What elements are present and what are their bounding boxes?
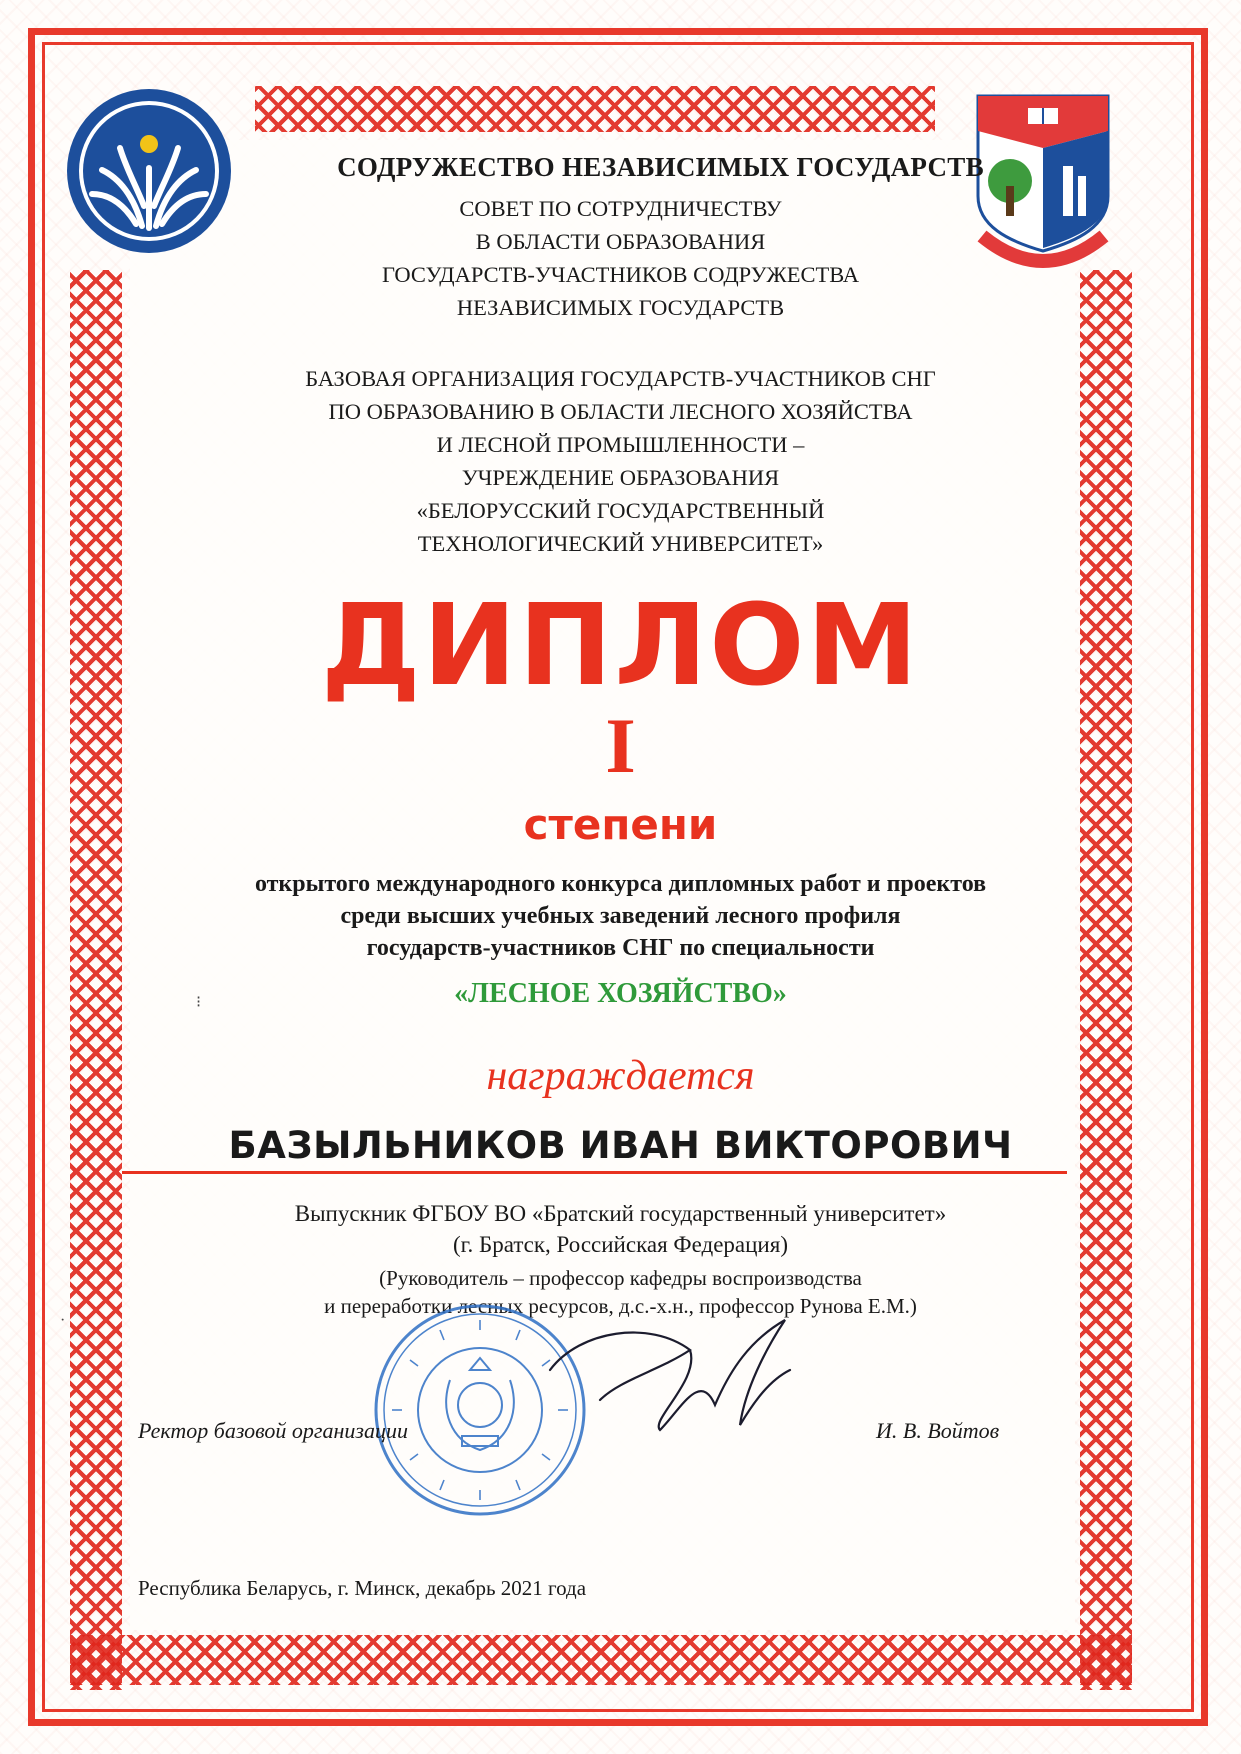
ink-speck: ⁝ — [196, 994, 202, 1011]
degree-word: степени — [523, 800, 718, 849]
diploma-degree: I — [605, 702, 636, 789]
base-org-line: ТЕХНОЛОГИЧЕСКИЙ УНИВЕРСИТЕТ» — [417, 531, 824, 556]
council-line: СОВЕТ ПО СОТРУДНИЧЕСТВУ — [459, 196, 782, 221]
contest-description — [0, 868, 1241, 964]
place-date: Республика Беларусь, г. Минск, декабрь 2021 года — [138, 1576, 587, 1600]
signature-role: Ректор базовой организации — [138, 1418, 408, 1443]
base-org-line: БАЗОВАЯ ОРГАНИЗАЦИЯ ГОСУДАРСТВ-УЧАСТНИКОВ СНГ — [305, 366, 936, 391]
base-org-line: И ЛЕСНОЙ ПРОМЫШЛЕННОСТИ – — [436, 432, 805, 457]
ornament-bottom — [70, 1635, 1132, 1685]
council-line: В ОБЛАСТИ ОБРАЗОВАНИЯ — [475, 229, 766, 254]
ornament-top — [255, 86, 935, 132]
specialty: «ЛЕСНОЕ ХОЗЯЙСТВО» — [454, 978, 787, 1009]
handwritten-signature — [540, 1310, 800, 1440]
ink-speck: · — [60, 1312, 66, 1329]
council-line: ГОСУДАРСТВ-УЧАСТНИКОВ СОДРУЖЕСТВА — [381, 262, 860, 287]
contest-line: открытого международного конкурса дипломных работ и проектов — [254, 871, 987, 897]
council-line: НЕЗАВИСИМЫХ ГОСУДАРСТВ — [456, 295, 785, 320]
signer-name: И. В. Войтов — [876, 1418, 1000, 1443]
recipient-name: БАЗЫЛЬНИКОВ ИВАН ВИКТОРОВИЧ — [228, 1124, 1013, 1167]
supervisor-line: (Руководитель – профессор кафедры воспроизводства — [379, 1266, 862, 1290]
base-org-line: УЧРЕЖДЕНИЕ ОБРАЗОВАНИЯ — [461, 465, 780, 490]
contest-line: государств-участников СНГ по специальности — [366, 935, 875, 961]
diploma-title: ДИПЛОМ — [321, 581, 920, 711]
graduate-line: Выпускник ФГБОУ ВО «Братский государственный университет» — [294, 1201, 947, 1226]
name-underline — [122, 1171, 1067, 1174]
awarded-label: награждается — [486, 1053, 755, 1099]
council-block — [0, 192, 1241, 324]
base-org-line: «БЕЛОРУССКИЙ ГОСУДАРСТВЕННЫЙ — [416, 498, 825, 523]
commonwealth-heading: СОДРУЖЕСТВО НЕЗАВИСИМЫХ ГОСУДАРСТВ — [337, 152, 984, 182]
graduate-info — [0, 1198, 1241, 1260]
contest-line: среди высших учебных заведений лесного профиля — [340, 903, 901, 929]
supervisor-line: и переработки лесных ресурсов, д.с.-х.н., профессор Рунова Е.М.) — [324, 1294, 917, 1318]
graduate-line: (г. Братск, Российская Федерация) — [453, 1232, 788, 1257]
base-organization-block — [0, 362, 1241, 560]
base-org-line: ПО ОБРАЗОВАНИЮ В ОБЛАСТИ ЛЕСНОГО ХОЗЯЙСТВА — [328, 399, 913, 424]
